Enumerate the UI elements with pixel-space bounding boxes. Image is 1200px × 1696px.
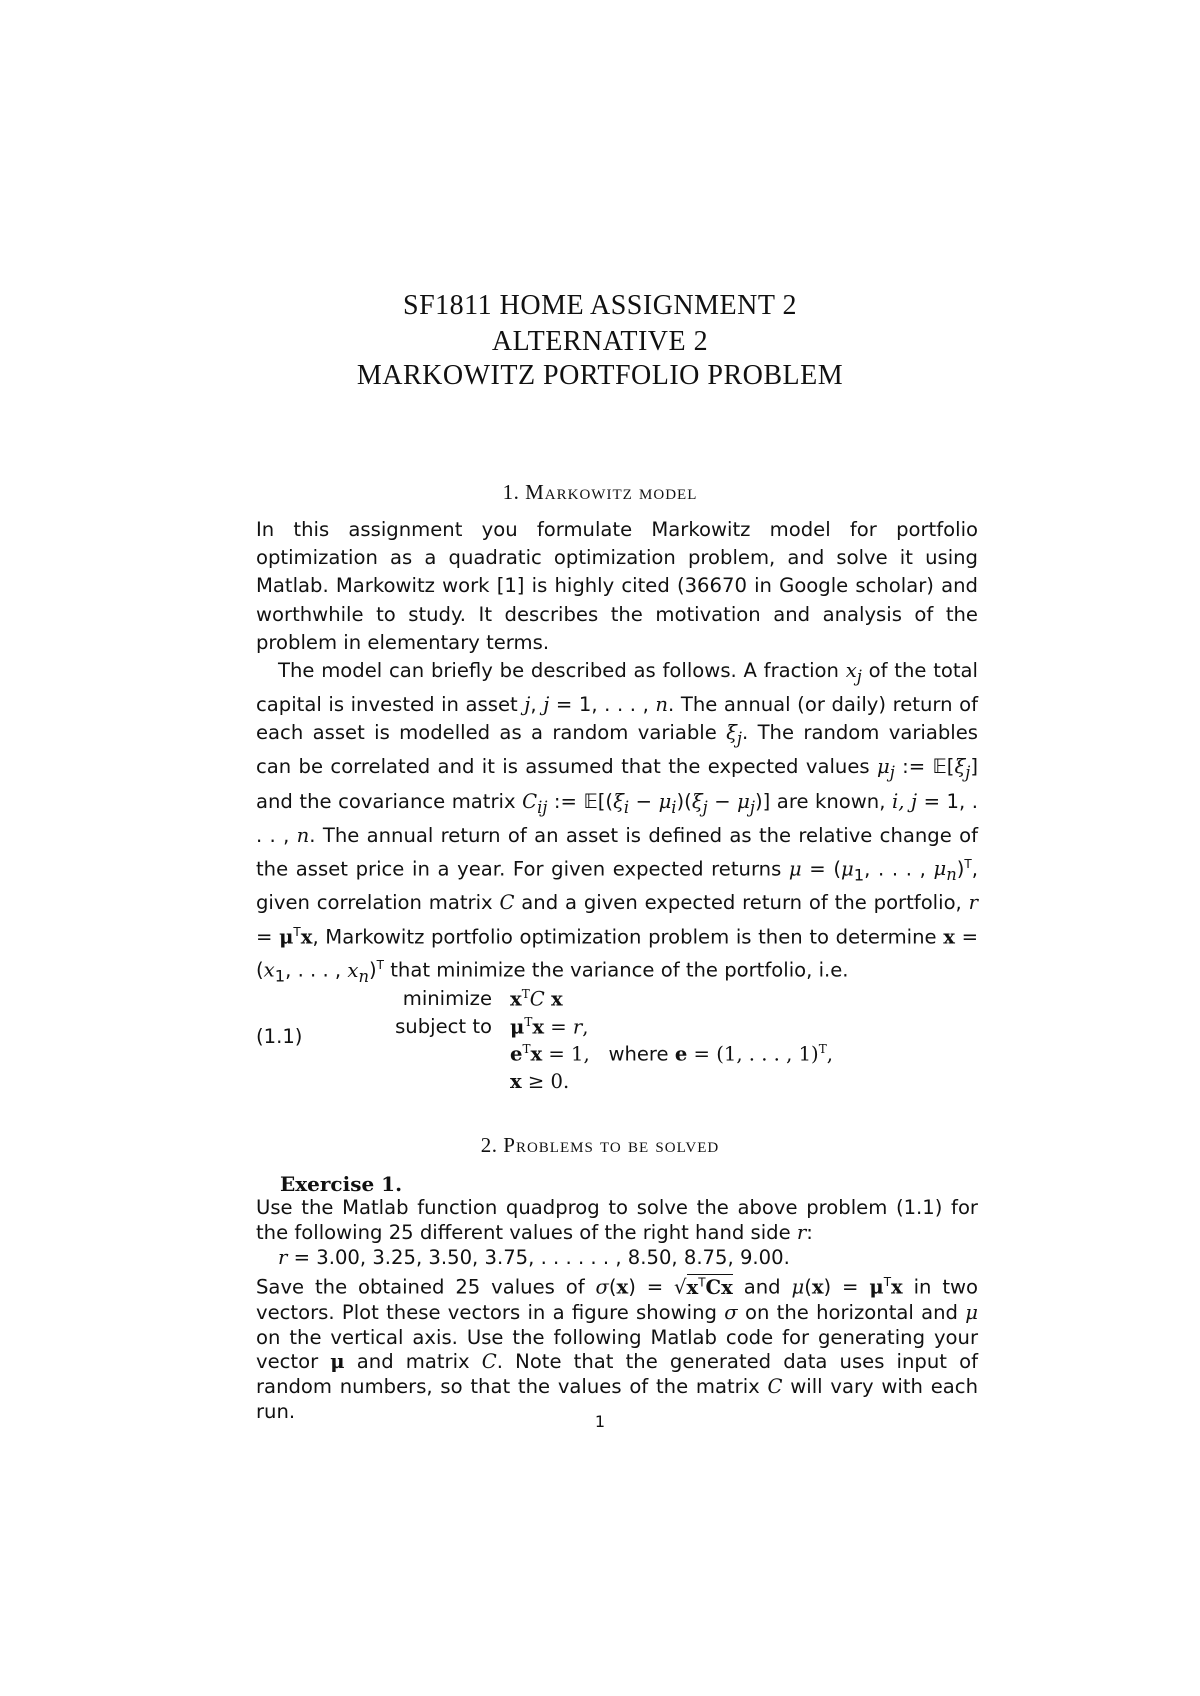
objective-expression: $x^TC$ x — [510, 987, 563, 1011]
equation-number: (1.1) — [256, 1025, 303, 1048]
text-run: and a given expected return of the portfolio, — [514, 891, 969, 915]
title-line-2: ALTERNATIVE 2 — [491, 326, 709, 357]
text-run: . The annual return of an asset is defined as the relative change of the asset price in a year. For given expected returns — [256, 823, 978, 881]
text-run: in two vectors. Plot these vectors in a figure showing — [256, 1275, 979, 1324]
title-line-1: SF1811 HOME ASSIGNMENT 2 — [403, 290, 797, 321]
subject-to-label: subject to — [395, 1015, 492, 1038]
text-run: that minimize the variance of the portfolio, i.e. — [384, 958, 849, 982]
constraint-nonneg: x ≥ 0. — [510, 1070, 570, 1093]
where-text: where — [608, 1042, 669, 1066]
page-number: 1 — [594, 1412, 606, 1431]
text-run: . The annual (or daily) return of each asset is modelled as a random variable — [256, 693, 979, 745]
text-run: Use the Matlab function quadprog to solve the above problem (1.1) for the following 25 different values of the right hand side — [256, 1196, 978, 1244]
text-run: of the total capital is invested in asset — [256, 659, 978, 717]
section-title: Markowitz model — [525, 480, 698, 504]
section-title: Problems to be solved — [503, 1133, 720, 1157]
text-run: on the vertical axis. Use the following Matlab code for generating your vector — [256, 1325, 978, 1374]
intro-paragraph — [256, 516, 978, 657]
exercise-heading: Exercise 1. — [280, 1172, 403, 1196]
text-run: . The random variables can be correlated and it is assumed that the expected values — [256, 721, 978, 779]
section-number: 1. — [502, 480, 520, 504]
section-heading-1 — [0, 480, 1200, 505]
text-run: are known, — [770, 789, 892, 813]
text-run: will vary with each run. — [256, 1375, 978, 1423]
text-run: and — [732, 1275, 792, 1299]
constraint-budget: $e^Tx = 1$, where e = (1, . . . , 1)$^T$, — [510, 1042, 833, 1066]
constraint-return: $\mu^Tx = r$, — [510, 1015, 589, 1039]
text-run: Save the obtained 25 values of — [256, 1275, 596, 1299]
minimize-label: minimize — [402, 987, 492, 1010]
section-number: 2. — [480, 1133, 498, 1157]
r-values: = 3.00, 3.25, 3.50, 3.75, . . . . . . , 8.50, 8.75, 9.00. — [287, 1245, 790, 1269]
text-run: The model can briefly be described as follows. A fraction — [278, 659, 846, 682]
text-run: and the covariance matrix — [256, 789, 523, 813]
text-run: and matrix — [344, 1350, 482, 1374]
text-run: , Markowitz portfolio optimization problem is then to determine — [312, 925, 944, 949]
text-run: , given correlation matrix — [256, 857, 978, 915]
section-heading-2 — [0, 1133, 1200, 1158]
exercise-paragraph: Use the Matlab function quadprog to solve the above problem (1.1) for the following 25 different values of the right hand side r: r = 3.00, 3.25, 3.50, 3.75, . . . . . . , 8.50, 8.75, 9.00. Save the obtained 25 values of $\sigma(x) = √x^TCx$ and $\mu(x) = \mu^Tx$ in two vectors. Plot these vectors in a figure showing σ on the horizontal and μ on the vertical axis. Use the following Matlab code for generating your vector μ and matrix C. Note that the generated data uses input of random numbers, so that the values of the matrix C will vary with each run. — [256, 1196, 979, 1423]
title-line-3: MARKOWITZ PORTFOLIO PROBLEM — [356, 360, 844, 391]
intro-text: In this assignment you formulate Markowitz model for portfolio optimization as a quadratic optimization problem, and solve it using Matlab. Markowitz work [1] is highly cited (36670 in Google scholar) and worthwhile to study. It describes the motivation and analysis of the problem in elementary terms. — [256, 518, 978, 654]
text-run: on the horizontal and — [737, 1300, 966, 1324]
text-run: . Note that the generated data uses input of random numbers, so that the values of the matrix — [256, 1350, 978, 1399]
model-paragraph: The model can briefly be described as follows. A fraction $x_j$ of the total capital is invested in asset j, j = 1, . . . , n. The annual (or daily) return of each asset is modelled as a random variable $\xi_j$. The random variables can be correlated and it is assumed that the expected values $\mu_j$ := $𝔼[\xi_j]$ and the covariance matrix $C_{ij}$ := $𝔼[(\xi_i - \mu_i)(\xi_j - \mu_j)]$ are known, i, j = 1, . . . , n. The annual return of an asset is defined as the relative change of the asset price in a year. For given expected returns $\mu = (\mu_1$, . . . , $\mu_n)^T$, given correlation matrix C and a given expected return of the portfolio, $r = \mu^Tx$, Markowitz portfolio optimization problem is then to determine $x = (x_1$, . . . , $x_n)^T$ that minimize the variance of the portfolio, i.e. — [256, 659, 979, 986]
